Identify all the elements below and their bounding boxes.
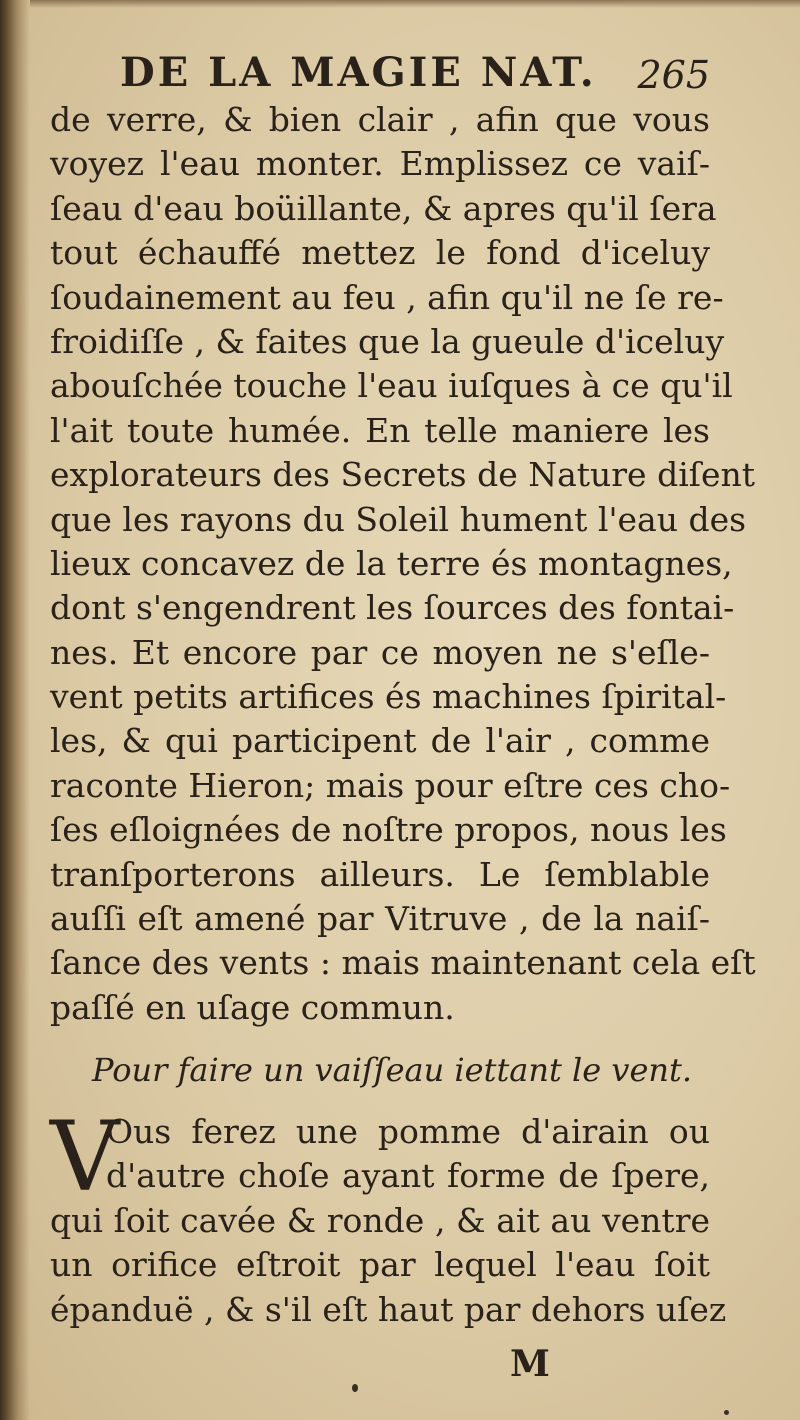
text-line: que les rayons du Soleil hument l'eau des [50, 499, 747, 539]
text-line: d'autre choſe ayant forme de ſpere, [106, 1156, 710, 1196]
text-line: ſes eſloignées de noſtre propos, nous les [50, 810, 727, 850]
page-number: 265 [637, 53, 710, 97]
text-line: ſeau d'eau boüillante, & apres qu'il ſera [50, 188, 717, 228]
text-line: ſoudainement au feu , afin qu'il ne ſe re- [50, 277, 724, 317]
text-line: épanduë , & s'il eſt haut par dehors uſez [50, 1289, 727, 1329]
text-line: tout échauffé mettez le fond d'iceluy [50, 233, 710, 273]
text-line: les, & qui participent de l'air , comme [50, 721, 710, 761]
text-line: ſance des vents : mais maintenant cela eſt [50, 943, 756, 983]
page-header [120, 48, 710, 98]
page-gutter [0, 0, 30, 1420]
text-line: tranſporterons ailleurs. Le ſemblable [50, 854, 710, 894]
text-line: dont s'engendrent les ſources des fontai- [50, 588, 735, 628]
text-line: nes. Et encore par ce moyen ne s'eſle- [50, 632, 710, 672]
text-line: voyez l'eau monter. Emplissez ce vaiſ- [50, 144, 710, 184]
page-top-edge [30, 0, 800, 8]
text-line: paſſé en uſage commun. [50, 987, 455, 1027]
text-line: qui ſoit cavée & ronde , & ait au ventre [50, 1200, 710, 1240]
section-text-block [50, 1101, 727, 1350]
running-title: DE LA MAGIE NAT. [120, 49, 597, 96]
text-line: auſſi eſt amené par Vitruve , de la naiſ- [50, 899, 710, 939]
text-line: l'ait toute humée. En telle maniere les [50, 410, 710, 450]
text-line: explorateurs des Secrets de Nature diſent [50, 455, 756, 495]
text-line: abouſchée touche l'eau iuſques à ce qu'il [50, 366, 733, 406]
text-line: Ous ferez une pomme d'airain ou [106, 1112, 710, 1151]
ink-speck [352, 1384, 358, 1392]
text-line: un orifice eſtroit par lequel l'eau ſoit [50, 1245, 710, 1285]
text-line: vent petits artifices és machines ſpirital- [50, 677, 727, 717]
ink-speck [724, 1410, 729, 1415]
text-line: lieux concavez de la terre és montagnes, [50, 543, 733, 583]
section-heading: Pour faire un vaiſſeau iettant le vent. [92, 1051, 693, 1089]
text-line: raconte Hieron; mais pour eſtre ces cho- [50, 765, 731, 805]
text-line: de verre, & bien clair , afin que vous [50, 100, 710, 139]
main-text-block [50, 98, 756, 1030]
drop-cap: V [50, 1101, 120, 1213]
text-line: froidiſſe , & faites que la gueule d'iceluy [50, 321, 725, 361]
signature-mark: M [510, 1343, 550, 1385]
